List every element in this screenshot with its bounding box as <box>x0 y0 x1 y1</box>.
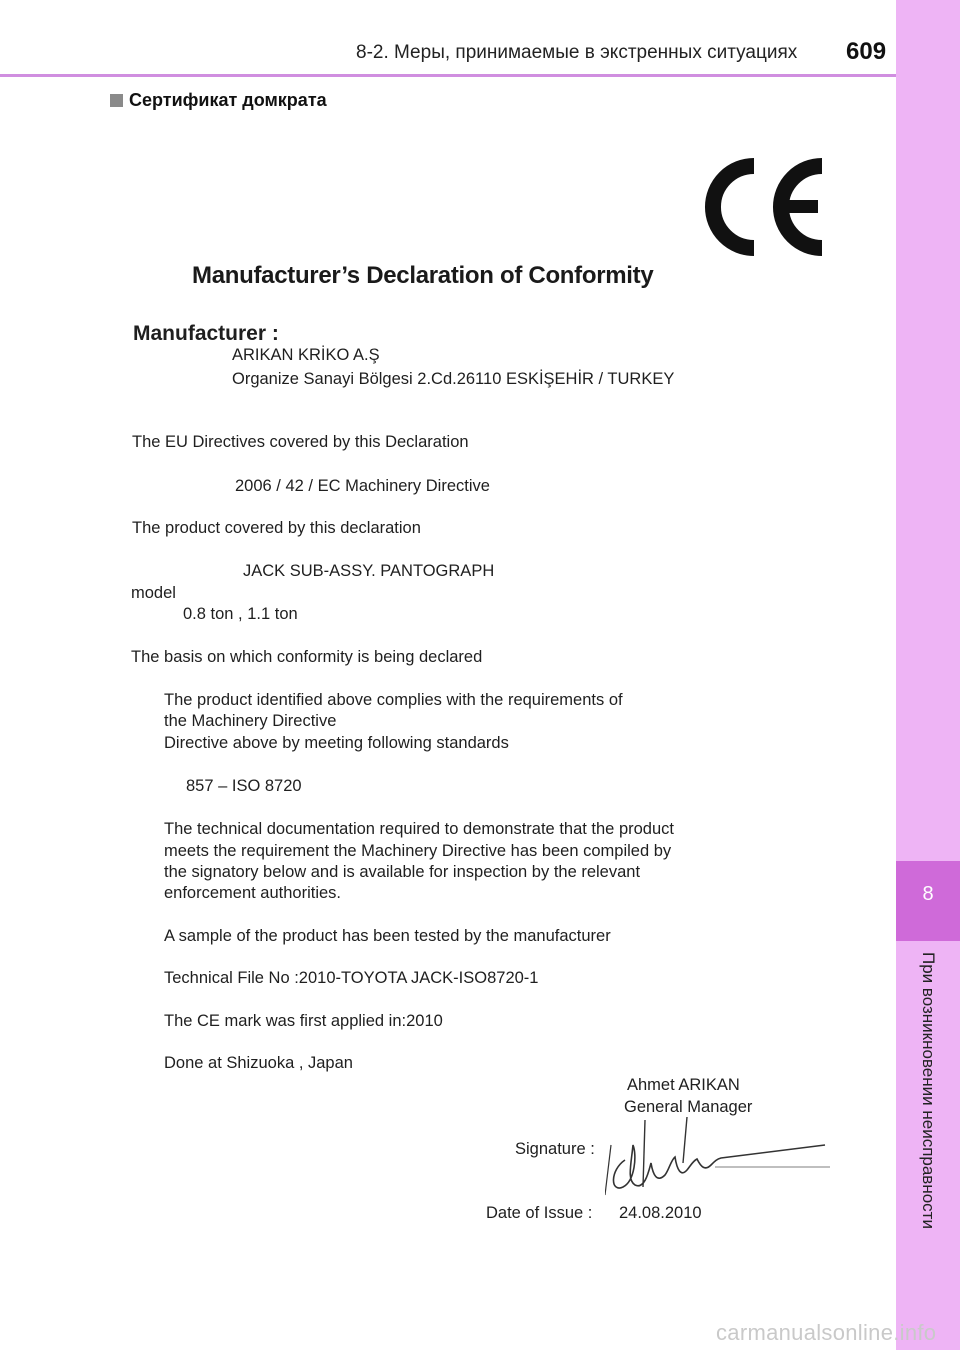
technical-line: The technical documentation required to demonstrate that the product <box>164 820 674 838</box>
product-value: JACK SUB-ASSY. PANTOGRAPH <box>243 562 495 580</box>
chapter-tab[interactable]: 8 <box>896 861 960 941</box>
manufacturer-name: ARIKAN KRİKO A.Ş <box>232 346 380 364</box>
directives-label: The EU Directives covered by this Declaration <box>132 433 469 451</box>
technical-line: meets the requirement the Machinery Directive has been compiled by <box>164 842 672 860</box>
watermark: carmanualsonline.info <box>716 1320 937 1345</box>
technical-file: Technical File No :2010-TOYOTA JACK-ISO8720-1 <box>164 969 539 987</box>
document-title: Manufacturer’s Declaration of Conformity <box>192 262 654 289</box>
basis-label: The basis on which conformity is being declared <box>131 648 483 666</box>
section-heading-text: Сертификат домкрата <box>129 90 327 110</box>
section-heading <box>110 90 327 111</box>
ce-mark-logo <box>702 158 828 256</box>
directive-value: 2006 / 42 / EC Machinery Directive <box>235 477 490 495</box>
header-rule <box>0 74 896 77</box>
page-number: 609 <box>846 38 887 65</box>
technical-line: the signatory below and is available for inspection by the relevant <box>164 863 641 881</box>
model-values: 0.8 ton , 1.1 ton <box>183 605 298 623</box>
signature-label: Signature : <box>515 1140 595 1158</box>
manufacturer-address: Organize Sanayi Bölgesi 2.Cd.26110 ESKİŞEHİR / TURKEY <box>232 370 675 388</box>
handwritten-signature <box>605 1115 835 1200</box>
running-head: 8-2. Меры, принимаемые в экстренных ситуациях <box>356 42 798 63</box>
chapter-title: При возникновении неисправности <box>919 952 938 1229</box>
manufacturer-label: Manufacturer : <box>133 322 279 345</box>
basis-line: The product identified above complies with the requirements of <box>164 691 623 709</box>
basis-line: Directive above by meeting following standards <box>164 734 509 752</box>
sample-line: A sample of the product has been tested by the manufacturer <box>164 927 611 945</box>
ce-applied: The CE mark was first applied in:2010 <box>164 1012 443 1030</box>
date-label: Date of Issue : <box>486 1204 593 1222</box>
product-label: The product covered by this declaration <box>132 519 421 537</box>
standard-value: 857 – ISO 8720 <box>186 777 302 795</box>
date-value: 24.08.2010 <box>619 1204 702 1222</box>
signatory-name: Ahmet ARIKAN <box>627 1076 740 1094</box>
model-label: model <box>131 584 176 602</box>
signatory-title: General Manager <box>624 1098 753 1116</box>
basis-line: the Machinery Directive <box>164 712 337 730</box>
done-at: Done at Shizuoka , Japan <box>164 1054 353 1072</box>
square-bullet-icon <box>110 94 123 107</box>
technical-line: enforcement authorities. <box>164 884 342 902</box>
